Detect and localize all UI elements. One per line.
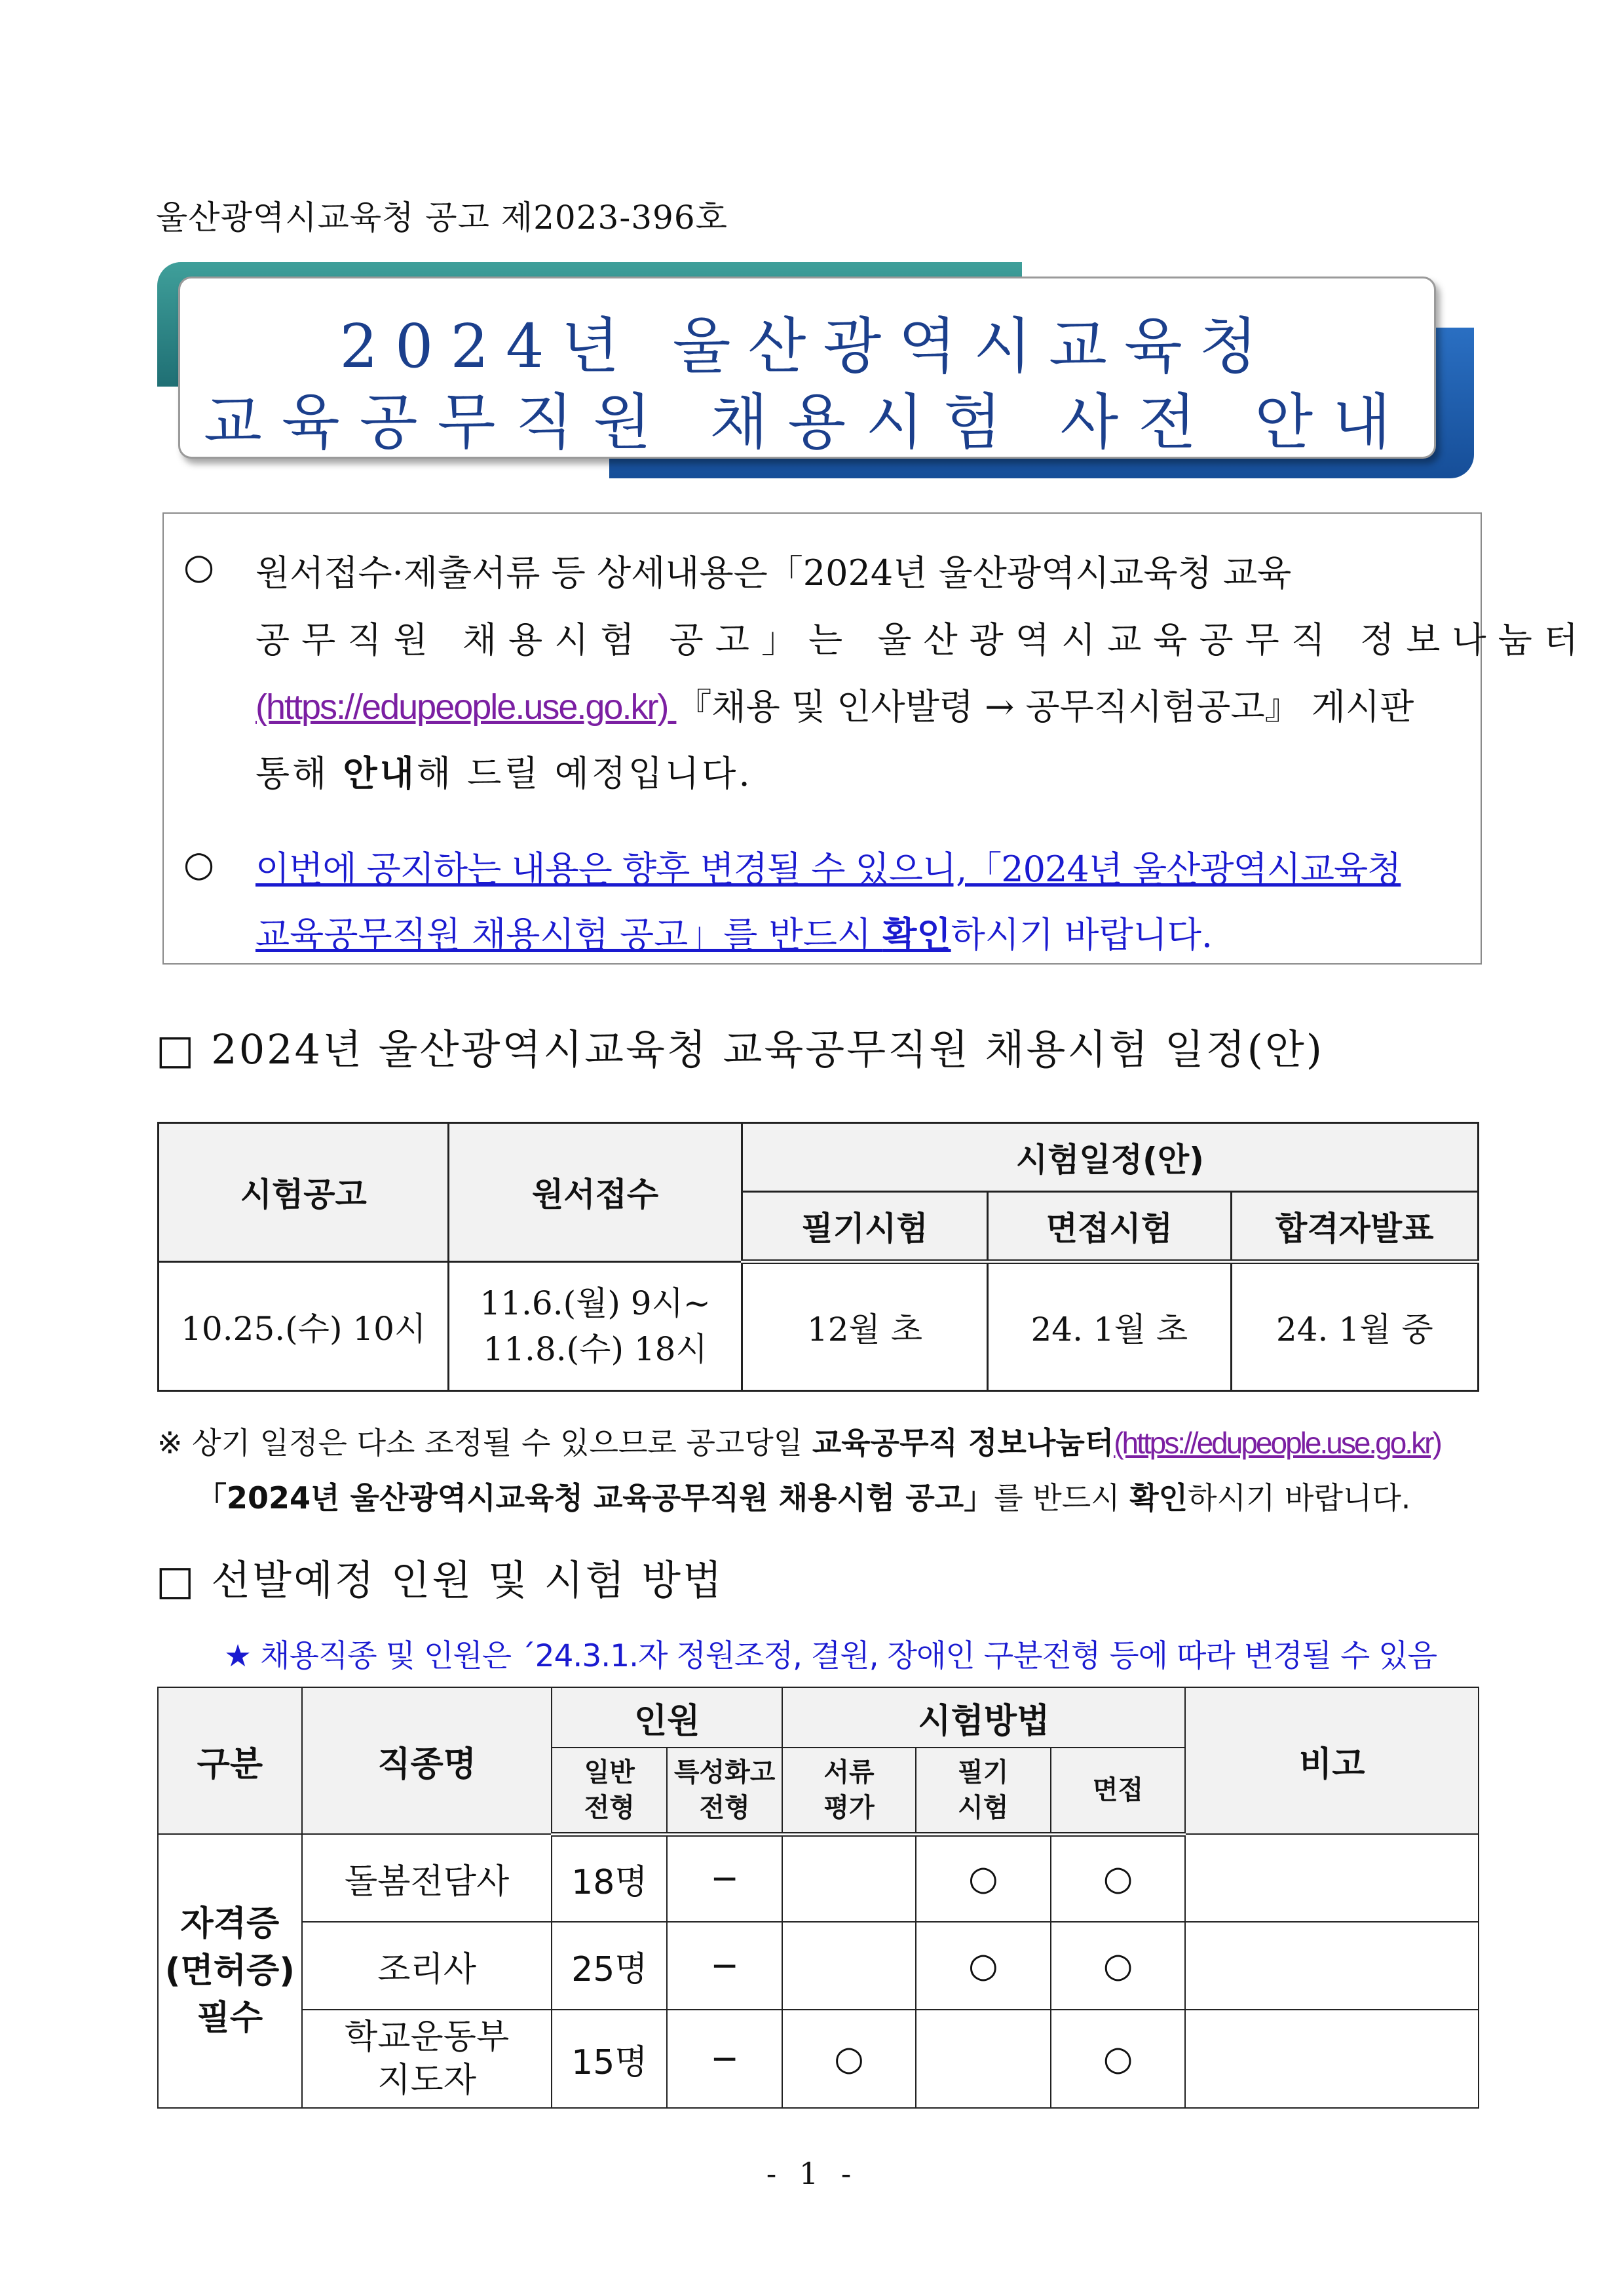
header-category: 구분 [158,1687,302,1834]
notice-2-text-b: 확인 [882,913,951,955]
value-interview: 24. 1월 초 [988,1261,1231,1390]
doc-cell [782,1922,916,2010]
job-cell [302,2010,552,2108]
header-interview-exam: 면접 [1051,1748,1186,1834]
note-link[interactable]: (https://edupeople.use.go.kr) [1114,1426,1441,1460]
remark-cell [1185,1834,1479,1922]
job-line-2: 지도자 [377,2061,476,2100]
written-cell: ○ [916,1922,1051,2010]
notice-1-line-1: 원서접수·제출서류 등 상세내용은「2024년 울산광역시교육청 교육 [255,552,1292,594]
header-special-1: 특성화고 [673,1757,776,1788]
edupeople-link[interactable]: (https://edupeople.use.go.kr) [255,687,677,727]
header-special [667,1748,782,1834]
note-text-b: 교육공무직 정보나눔터 [812,1425,1114,1461]
category-line-1: 자격증 [180,1904,280,1943]
notice-2-line-1: 이번에 공지하는 내용은 향후 변경될 수 있으니,「2024년 울산광역시교육청 [255,849,1401,890]
special-cell: − [667,1922,782,2010]
written-cell: ○ [916,1834,1051,1922]
notice-1-text-a: 통해 [255,753,343,794]
notice-1-text-b: 안내 [343,752,417,794]
special-cell: − [667,1834,782,1922]
header-general [552,1748,667,1834]
header-written-1: 필기 [958,1757,1009,1788]
header-notice: 시험공고 [159,1123,449,1262]
general-cell: 18명 [552,1834,667,1922]
title-banner [157,262,1474,478]
value-result: 24. 1월 중 [1231,1261,1478,1390]
header-general-2: 전형 [584,1792,635,1823]
note2-text-d: 하시기 바랍니다. [1188,1480,1411,1516]
header-apply: 원서접수 [449,1123,742,1262]
header-remark: 비고 [1185,1687,1479,1834]
title-line-2: 교육공무직원 채용시험 사전 안내 [204,387,1410,457]
header-doc [782,1748,916,1834]
section-heading-selection: □ 선발예정 인원 및 시험 방법 [156,1556,724,1604]
interview-cell: ○ [1051,1922,1186,2010]
written-cell [916,2010,1051,2108]
value-apply-start: 11.6.(월) 9시~ [480,1284,711,1322]
notice-1-text-c: 해 드릴 예정입니다. [416,753,753,794]
star-note: ★ 채용직종 및 인원은 ´24.3.1.자 정원조정, 결원, 장애인 구분전형 등에 따라 변경될 수 있음 [224,1638,1437,1674]
header-count: 인원 [552,1687,782,1748]
value-written: 12월 초 [742,1261,987,1390]
selection-table [157,1687,1479,2109]
note2-text-b: 를 반드시 [994,1480,1130,1516]
note2-text-a: 「2024년 울산광역시교육청 교육공무직원 채용시험 공고」 [197,1480,994,1516]
notice-2-text-a: 교육공무직원 채용시험 공고」를 반드시 [255,914,883,955]
notice-bullet-2: ○ [183,843,215,885]
remark-cell [1185,1922,1479,2010]
notice-1-line-3 [255,679,1414,729]
general-cell: 25명 [552,1922,667,2010]
notice-box [162,512,1590,965]
notice-2-text-c: 하시기 바랍니다. [951,914,1213,955]
notice-2-line-2 [255,907,1213,957]
header-written-exam [916,1748,1051,1834]
header-method: 시험방법 [782,1687,1185,1748]
schedule-note-line-1 [157,1419,1441,1463]
note-text-a: 상기 일정은 다소 조정될 수 있으므로 공고당일 [182,1425,812,1461]
special-cell: − [667,2010,782,2108]
doc-cell [782,1834,916,1922]
notice-1-line-4 [255,746,753,796]
banner-title-box [178,277,1436,459]
job-cell: 조리사 [302,1922,552,2010]
remark-cell [1185,2010,1479,2108]
title-line-1: 2024년 울산광역시교육청 [339,311,1275,381]
job-line-1: 학교운동부 [345,2018,510,2057]
doc-cell: ○ [782,2010,916,2108]
value-apply-end: 11.8.(수) 18시 [483,1330,708,1368]
note-mark: ※ [157,1425,183,1461]
job-cell: 돌봄전담사 [302,1834,552,1922]
notice-1-board: 『채용 및 인사발령 → 공무직시험공고』 게시판 [676,686,1414,727]
page-number: - 1 - [766,2156,858,2191]
section-heading-schedule: □ 2024년 울산광역시교육청 교육공무직원 채용시험 일정(안) [156,1025,1324,1073]
interview-cell: ○ [1051,1834,1186,1922]
category-line-2: (면허증) [164,1951,295,1991]
header-general-1: 일반 [584,1757,635,1788]
announcement-number: 울산광역시교육청 공고 제2023-396호 [156,199,728,237]
header-written-2: 시험 [958,1792,1009,1823]
general-cell: 15명 [552,2010,667,2108]
note2-text-c: 확인 [1129,1480,1188,1516]
category-line-3: 필수 [197,1999,263,2038]
schedule-note-line-2 [197,1474,1410,1518]
category-cell [158,1834,302,2108]
header-result: 합격자발표 [1231,1191,1478,1261]
schedule-table [157,1122,1479,1392]
interview-cell: ○ [1051,2010,1186,2108]
header-written: 필기시험 [742,1191,987,1261]
value-apply [449,1261,742,1390]
header-special-2: 전형 [699,1792,750,1823]
notice-1-line-2: 공무직원 채용시험 공고」는 울산광역시교육공무직 정보나눔터 [255,619,1590,660]
header-plan: 시험일정(안) [742,1123,1478,1192]
header-doc-1: 서류 [823,1757,875,1788]
notice-bullet-1: ○ [183,546,215,587]
header-job: 직종명 [302,1687,552,1834]
header-doc-2: 평가 [823,1792,875,1823]
value-notice: 10.25.(수) 10시 [159,1261,449,1390]
header-interview: 면접시험 [988,1191,1231,1261]
